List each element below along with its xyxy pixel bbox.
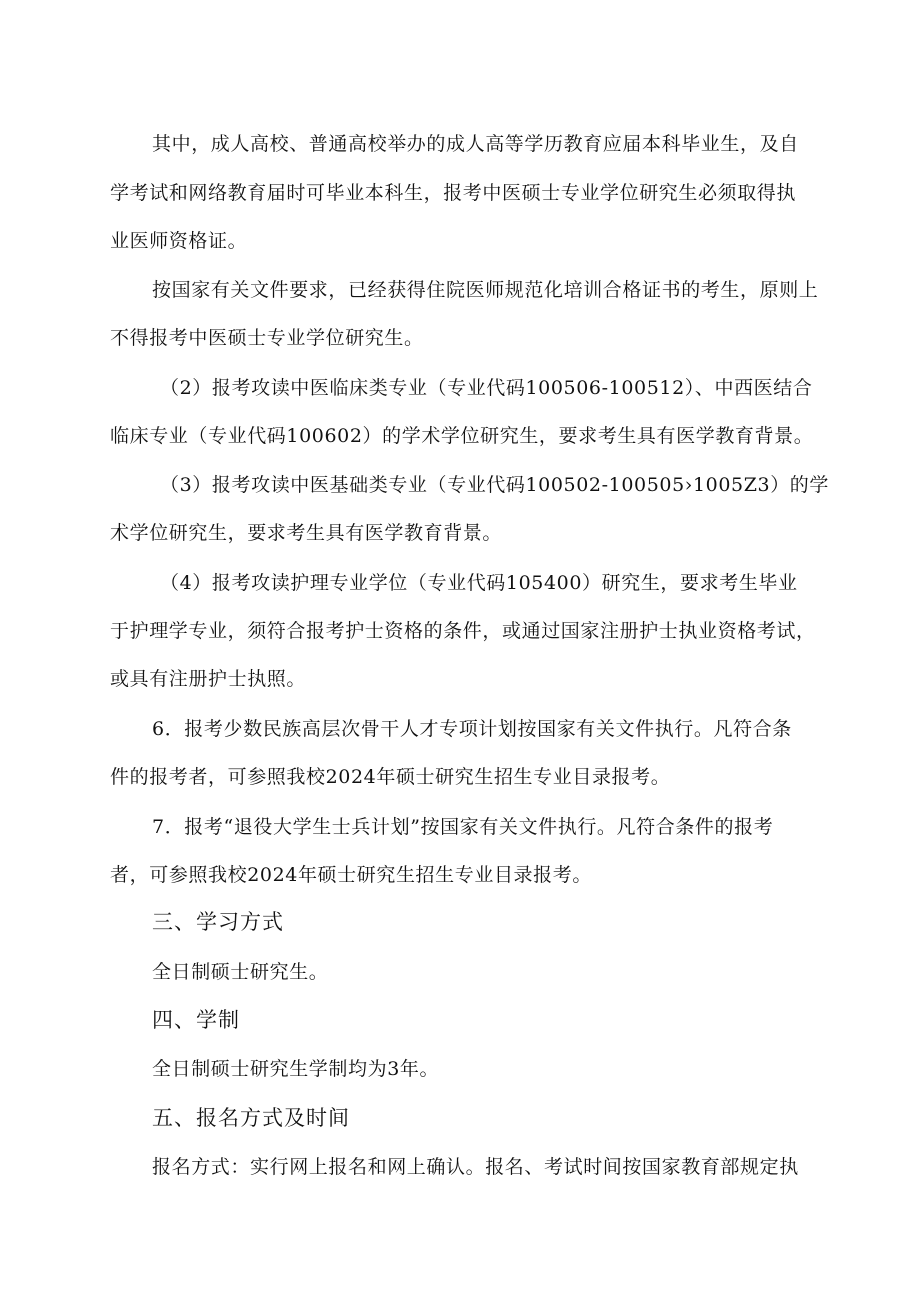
- paragraph-item-4-line-3: 或具有注册护士执照。: [110, 668, 307, 690]
- paragraph-2-line-2: 不得报考中医硕士专业学位研究生。: [110, 327, 424, 349]
- section-3-body: 全日制硕士研究生。: [152, 961, 329, 983]
- paragraph-item-2-line-2: 临床专业（专业代码100602）的学术学位研究生，要求考生具有医学教育背景。: [110, 425, 814, 447]
- section-3-heading: 三、学习方式: [152, 910, 284, 934]
- paragraph-6-line-2: 件的报考者，可参照我校2024年硕士研究生招生专业目录报考。: [110, 766, 671, 788]
- paragraph-1-line-1: 其中，成人高校、普通高校举办的成人高等学历教育应届本科毕业生，及自: [152, 133, 799, 155]
- paragraph-7-line-1: 7．报考“退役大学生士兵计划”按国家有关文件执行。凡符合条件的报考: [152, 816, 774, 838]
- paragraph-item-4-line-2: 于护理学专业，须符合报考护士资格的条件，或通过国家注册护士执业资格考试，: [110, 620, 816, 642]
- paragraph-2-line-1: 按国家有关文件要求，已经获得住院医师规范化培训合格证书的考生，原则上: [152, 279, 819, 301]
- paragraph-item-3-line-2: 术学位研究生，要求考生具有医学教育背景。: [110, 522, 503, 544]
- paragraph-6-line-1: 6．报考少数民族高层次骨干人才专项计划按国家有关文件执行。凡符合条: [152, 718, 792, 740]
- paragraph-1-line-3: 业医师资格证。: [110, 230, 248, 252]
- paragraph-1-line-2: 学考试和网络教育届时可毕业本科生，报考中医硕士专业学位研究生必须取得执: [110, 182, 797, 204]
- paragraph-item-3-line-1: （3）报考攻读中医基础类专业（专业代码100502-100505›1005Z3）的学: [160, 474, 830, 496]
- section-5-body: 报名方式：实行网上报名和网上确认。报名、考试时间按国家教育部规定执: [152, 1156, 799, 1178]
- section-4-heading: 四、学制: [152, 1008, 240, 1032]
- section-4-body: 全日制硕士研究生学制均为3年。: [152, 1058, 440, 1080]
- section-5-heading: 五、报名方式及时间: [152, 1106, 350, 1130]
- paragraph-item-4-line-1: （4）报考攻读护理专业学位（专业代码105400）研究生，要求考生毕业: [160, 572, 798, 594]
- paragraph-7-line-2: 者，可参照我校2024年硕士研究生招生专业目录报考。: [110, 864, 592, 886]
- paragraph-item-2-line-1: （2）报考攻读中医临床类专业（专业代码100506-100512）、中西医结合: [160, 377, 813, 399]
